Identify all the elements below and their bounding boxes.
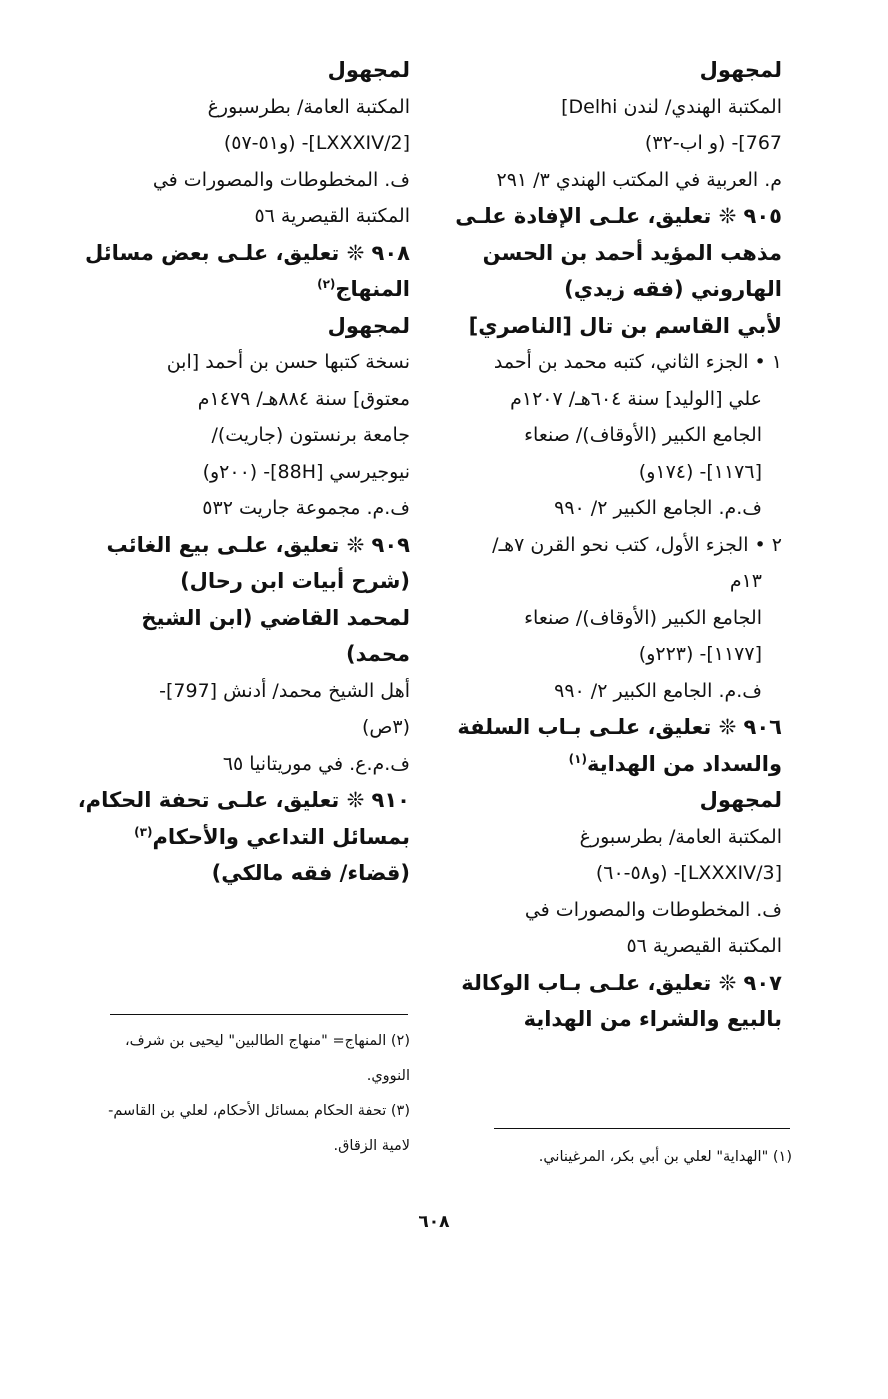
entry-title-909: ٩٠٩ ❊ تعليق، علـى بيع الغائب (106, 532, 410, 557)
entry-title-908-cont (80, 271, 410, 308)
manuscript-item: ١ • الجزء الثاني، كتبه محمد بن أحمد (493, 351, 782, 373)
entry-title-910: ٩١٠ ❊ تعليق، علـى تحفة الحكام، (77, 788, 410, 812)
entry-title-905-cont: الهاروني (فقه زيدي) (564, 277, 782, 301)
entry-title-908: ٩٠٨ ❊ تعليق، علـى بعض مسائل (84, 240, 410, 265)
footnote-3-cont: لامية الزقاق. (333, 1138, 410, 1154)
library-location: الجامع الكبير (الأوقاف)/ صنعاء (524, 606, 762, 629)
entry-title-910-cont (80, 819, 410, 856)
catalog-reference: م. العربية في المكتب الهندي ٣/ ٢٩١ (496, 168, 782, 191)
library-location: المكتبة العامة/ بطرسبورغ (579, 825, 782, 848)
catalog-reference-cont: المكتبة القيصرية ٥٦ (626, 935, 782, 957)
footnote-divider-right (494, 1128, 790, 1129)
shelf-mark: [LXXXIV/2]- (و٥١-٥٧) (223, 132, 410, 154)
library-location: أهل الشيخ محمد/ أدنش [797]- (159, 679, 410, 702)
author-heading: لمجهول (327, 313, 410, 338)
manuscript-item-cont: ١٣م (729, 570, 762, 592)
library-location: الجامع الكبير (الأوقاف)/ صنعاء (524, 424, 762, 446)
footnote-3: (٣) تحفة الحكام بمسائل الأحكام، لعلي بن القاسم- (108, 1103, 410, 1119)
entry-title-909-cont: (شرح أبيات ابن رحال) (180, 569, 410, 593)
entry-title-906-cont (452, 746, 782, 783)
footnote-mark: (١) (568, 751, 587, 766)
author-heading: لمجهول (699, 788, 782, 812)
catalog-reference: ف.م. الجامع الكبير ٢/ ٩٩٠ (554, 497, 762, 519)
catalog-reference: ف. المخطوطات والمصورات في (524, 898, 782, 921)
shelf-mark: [١١٧٦]- (١٧٤و) (638, 460, 762, 483)
right-column (452, 52, 782, 1038)
library-location: المكتبة العامة/ بطرسبورغ (207, 95, 410, 118)
author-heading: لمحمد القاضي (ابن الشيخ (141, 605, 410, 630)
author-heading-cont: محمد) (346, 642, 410, 666)
footnote-divider-left (110, 1014, 408, 1015)
catalog-reference-cont: المكتبة القيصرية ٥٦ (254, 205, 410, 227)
footnote-mark: (٣) (134, 824, 153, 839)
shelf-mark: 767]- (و اب-٣٢) (644, 132, 782, 154)
library-location: المكتبة الهندي/ لندن Delhi] (561, 95, 782, 118)
footnotes-right (452, 1140, 792, 1175)
catalog-reference: ف.م. الجامع الكبير ٢/ ٩٩٠ (554, 679, 762, 702)
entry-title-text: المنهاج (335, 277, 410, 301)
entry-title-906: ٩٠٦ ❊ تعليق، علـى بـاب السلفة (457, 715, 782, 739)
manuscript-item: ٢ • الجزء الأول، كتب نحو القرن ٧هـ/ (492, 533, 782, 556)
shelf-mark: نيوجيرسي [88H]- (٢٠٠و) (202, 460, 410, 483)
library-location: جامعة برنستون (جاريت)/ (211, 424, 410, 446)
author-heading: لأبي القاسم بن تال [الناصري] (468, 313, 782, 338)
manuscript-item-cont: علي [الوليد] سنة ٦٠٤هـ/ ١٢٠٧م (510, 387, 762, 410)
entry-title-text: بمسائل التداعي والأحكام (152, 824, 410, 849)
entry-title-905-cont: مذهب المؤيد أحمد بن الحسن (482, 240, 782, 265)
entry-title-907-cont: بالبيع والشراء من الهداية (523, 1007, 782, 1031)
footnote-2: (٢) المنهاج= "منهاج الطالبين" ليحيى بن شرف، (124, 1033, 410, 1049)
footnote-2-cont: النووي. (366, 1068, 410, 1084)
manuscript-note-cont: معتوق] سنة ٨٨٤هـ/ ١٤٧٩م (197, 387, 410, 410)
entry-title-907: ٩٠٧ ❊ تعليق، علـى بـاب الوكالة (461, 970, 782, 995)
footnote-1: (١) "الهداية" لعلي بن أبي بكر، المرغيناني. (538, 1149, 792, 1165)
author-heading: لمجهول (327, 58, 410, 82)
entry-title-910-cont: (قضاء/ فقه مالكي) (211, 861, 410, 885)
author-heading: لمجهول (699, 58, 782, 82)
catalog-reference: ف. المخطوطات والمصورات في (152, 168, 410, 191)
shelf-mark: [١١٧٧]- (٢٢٣و) (638, 643, 762, 665)
left-column (77, 52, 410, 892)
manuscript-note: نسخة كتبها حسن بن أحمد [ابن (166, 351, 410, 373)
footnotes-left (70, 1024, 410, 1164)
shelf-mark: (٣ص) (361, 716, 410, 738)
catalog-reference: ف.م.ع. في موريتانيا ٦٥ (222, 752, 410, 775)
catalog-reference: ف.م. مجموعة جاريت ٥٣٢ (202, 497, 410, 519)
shelf-mark: [LXXXIV/3]- (و٥٨-٦٠) (595, 862, 782, 884)
entry-title-text: والسداد من الهداية (586, 751, 782, 776)
entry-title-905: ٩٠٥ ❊ تعليق، علـى الإفادة علـى (455, 204, 782, 228)
page-number: ٦٠٨ (418, 1212, 450, 1232)
footnote-mark: (٢) (317, 277, 336, 291)
